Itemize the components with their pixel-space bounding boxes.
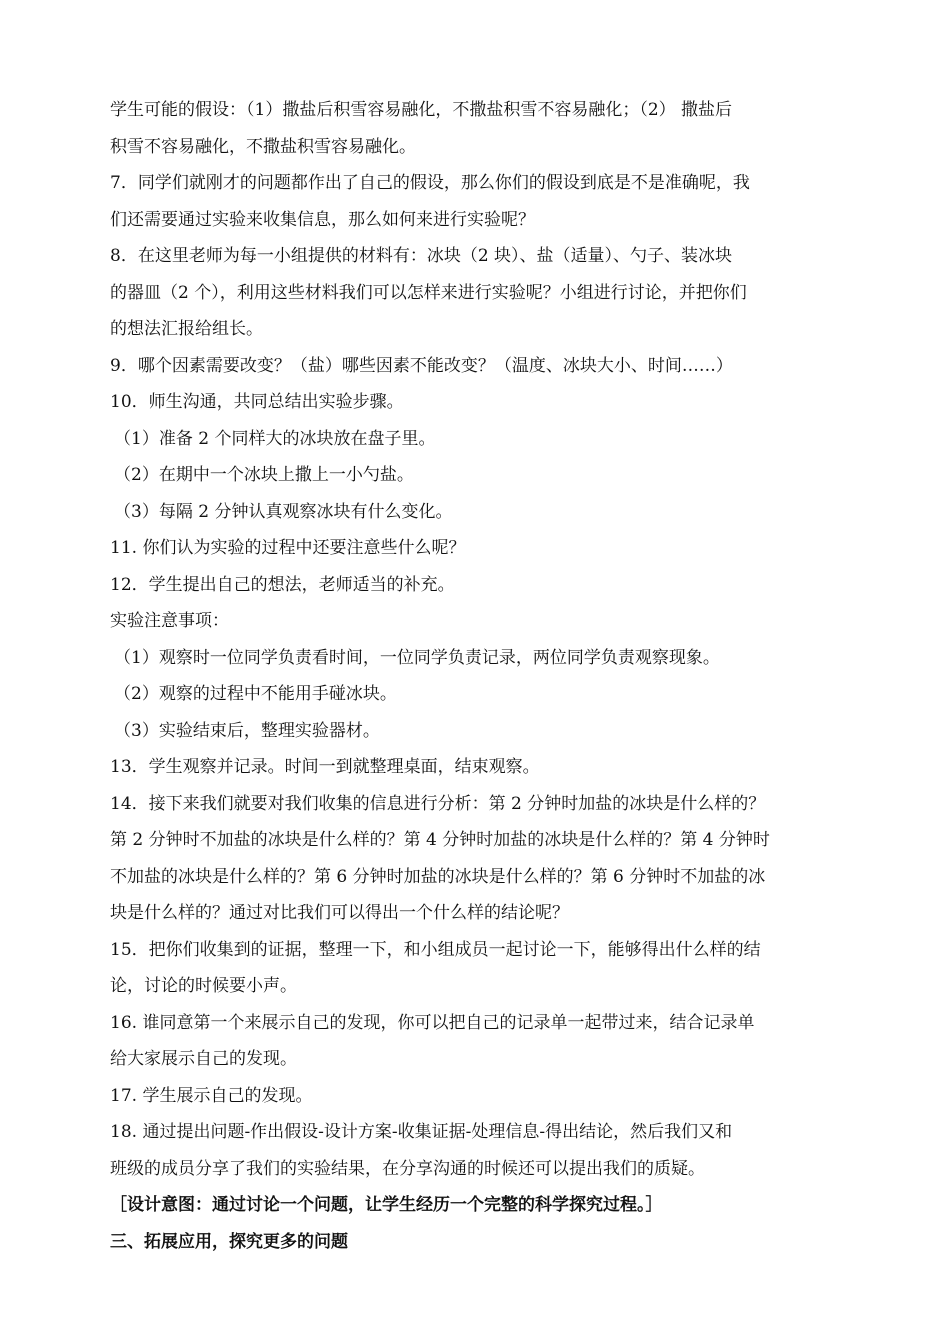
paragraph-design-intent — [110, 1187, 840, 1224]
text-line: 班级的成员分享了我们的实验结果，在分享沟通的时候还可以提出我们的质疑。 — [110, 1158, 705, 1179]
text-line: 实验注意事项： — [110, 611, 229, 631]
text-line: 7．同学们就刚才的问题都作出了自己的假设，那么你们的假设到底是不是准确呢，我 — [110, 173, 750, 193]
paragraph-step18 — [110, 1114, 840, 1187]
text-line: 16. 谁同意第一个来展示自己的发现，你可以把自己的记录单一起带过来，结合记录单 — [110, 1012, 755, 1033]
paragraph-step14 — [110, 786, 840, 932]
text-line: （1）准备 2 个同样大的冰块放在盘子里。 — [114, 428, 436, 449]
text-line: 13．学生观察并记录。时间一到就整理桌面，结束观察。 — [110, 757, 540, 777]
paragraph-notes-title — [110, 603, 840, 640]
paragraph-step10-3 — [110, 494, 840, 531]
text-line: 8．在这里老师为每一小组提供的材料有：冰块（2 块）、盐（适量）、勺子、装冰块 — [110, 246, 733, 266]
text-line: 第 2 分钟时不加盐的冰块是什么样的？第 4 分钟时加盐的冰块是什么样的？第 4 分钟时 — [110, 830, 770, 850]
text-line: 12．学生提出自己的想法，老师适当的补充。 — [110, 574, 455, 595]
paragraph-hypothesis — [110, 92, 840, 165]
text-line: 不加盐的冰块是什么样的？第 6 分钟时加盐的冰块是什么样的？第 6 分钟时不加盐的冰 — [110, 866, 766, 887]
text-line: 9．哪个因素需要改变？（盐）哪些因素不能改变？（温度、冰块大小、时间……） — [110, 355, 733, 376]
document-page — [110, 92, 840, 1260]
paragraph-step9 — [110, 348, 840, 385]
text-line: 的想法汇报给组长。 — [110, 319, 263, 339]
paragraph-step15 — [110, 932, 840, 1005]
text-line: 积雪不容易融化，不撒盐积雪容易融化。 — [110, 136, 416, 157]
text-line: （3）实验结束后，整理实验器材。 — [114, 720, 380, 741]
paragraph-step11 — [110, 530, 840, 567]
heading-line: ［设计意图：通过讨论一个问题，让学生经历一个完整的科学探究过程。］ — [110, 1195, 663, 1215]
text-line: （3）每隔 2 分钟认真观察冰块有什么变化。 — [114, 501, 453, 522]
paragraph-step10-1 — [110, 421, 840, 458]
paragraph-step8 — [110, 238, 840, 348]
paragraph-step7 — [110, 165, 840, 238]
text-line: 学生可能的假设：（1）撒盐后积雪容易融化，不撒盐积雪不容易融化；（2） 撒盐后 — [110, 100, 733, 120]
paragraph-note-2 — [110, 676, 840, 713]
paragraph-step17 — [110, 1078, 840, 1115]
text-line: 18. 通过提出问题-作出假设-设计方案-收集证据-处理信息-得出结论，然后我们又和 — [110, 1122, 733, 1142]
text-line: 块是什么样的？通过对比我们可以得出一个什么样的结论呢？ — [110, 903, 569, 923]
paragraph-step10-2 — [110, 457, 840, 494]
text-line: 的器皿（2 个），利用这些材料我们可以怎样来进行实验呢？小组进行讨论，并把你们 — [110, 282, 747, 303]
paragraph-step10 — [110, 384, 840, 421]
text-line: 14．接下来我们就要对我们收集的信息进行分析：第 2 分钟时加盐的冰块是什么样的？ — [110, 793, 766, 814]
text-line: 论，讨论的时候要小声。 — [110, 976, 297, 996]
text-line: 11. 你们认为实验的过程中还要注意些什么呢？ — [110, 538, 466, 558]
text-line: （2）观察的过程中不能用手碰冰块。 — [114, 684, 397, 704]
paragraph-step16 — [110, 1005, 840, 1078]
paragraph-note-1 — [110, 640, 840, 677]
text-line: （1）观察时一位同学负责看时间，一位同学负责记录，两位同学负责观察现象。 — [114, 647, 720, 668]
text-line: 给大家展示自己的发现。 — [110, 1049, 297, 1069]
text-line: 10．师生沟通，共同总结出实验步骤。 — [110, 392, 404, 412]
text-line: （2）在期中一个冰块上撒上一小勺盐。 — [114, 465, 414, 485]
heading-line: 三、拓展应用，探究更多的问题 — [110, 1231, 348, 1252]
text-line: 15．把你们收集到的证据，整理一下，和小组成员一起讨论一下，能够得出什么样的结 — [110, 939, 761, 960]
paragraph-note-3 — [110, 713, 840, 750]
text-line: 们还需要通过实验来收集信息，那么如何来进行实验呢？ — [110, 209, 535, 230]
paragraph-step13 — [110, 749, 840, 786]
paragraph-step12 — [110, 567, 840, 604]
paragraph-section-three — [110, 1224, 840, 1261]
text-line: 17. 学生展示自己的发现。 — [110, 1085, 313, 1106]
